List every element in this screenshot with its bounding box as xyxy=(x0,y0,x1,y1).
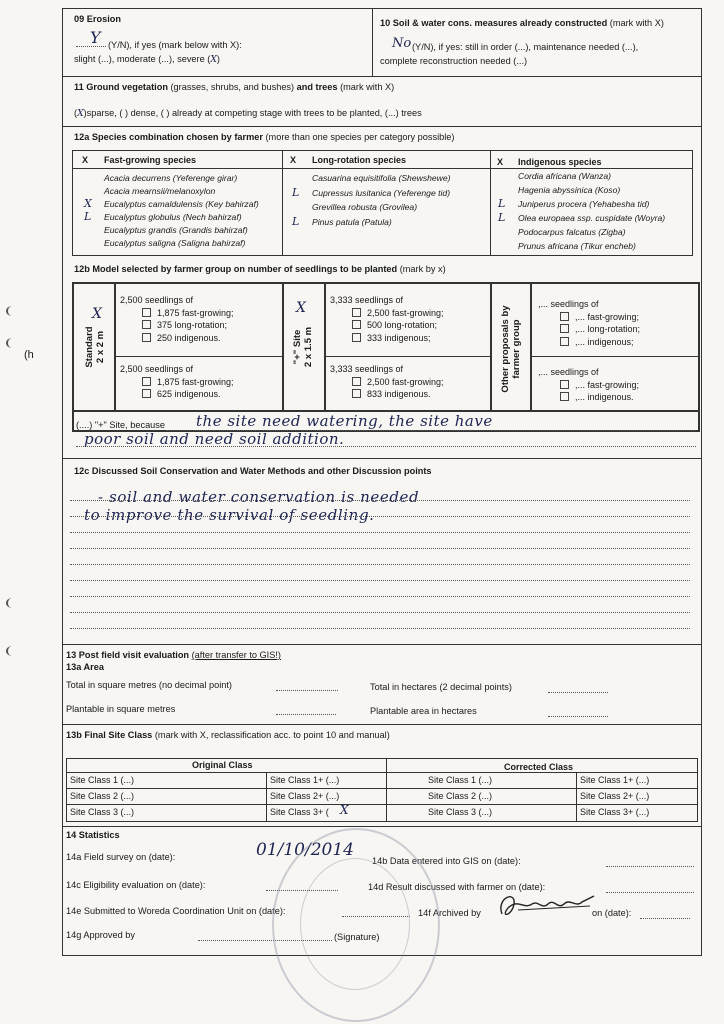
site-class-title: 13b Final Site Class (mark with X, reclassification acc. to point 10 and manual) xyxy=(66,730,390,740)
indig-species-name: Podocarpus falcatus (Zigba) xyxy=(518,227,626,237)
binding-hole xyxy=(6,306,18,316)
swc-answer: No xyxy=(392,36,412,51)
discussion-line xyxy=(70,500,690,501)
stat-14f: 14f Archived by xyxy=(418,908,481,918)
discussion-title: 12c Discussed Soil Conservation and Water Methods and other Discussion points xyxy=(74,466,432,476)
discussion-line xyxy=(70,564,690,565)
erosion-line2: slight (...), moderate (...), severe (X) xyxy=(74,54,220,65)
stat-14c: 14c Eligibility evaluation on (date): xyxy=(66,880,206,890)
stat-14g: 14g Approved by xyxy=(66,930,135,940)
discussion-line xyxy=(70,628,690,629)
corrected-class-cell: Site Class 2 (...) xyxy=(428,791,493,801)
stat-14b: 14b Data entered into GIS on (date): xyxy=(372,856,521,866)
indig-species-name: Cordia africana (Wanza) xyxy=(518,171,611,181)
fast-header: Fast-growing species xyxy=(104,155,197,165)
plantable-sqm-label: Plantable in square metres xyxy=(66,704,176,714)
std-top-block: 2,500 seedlings of 1,875 fast-growing; 375 long-rotation; 250 indigenous. xyxy=(120,295,234,343)
long-species-name: Cupressus lusitanica (Yeferenge tid) xyxy=(312,187,451,198)
fast-species-mark: L xyxy=(84,210,92,223)
discussion-handwriting-2: to improve the survival of seedling. xyxy=(84,506,375,524)
stat-14d: 14d Result discussed with farmer on (date): xyxy=(368,882,546,892)
corrected-class-plus-cell: Site Class 3+ (...) xyxy=(580,807,650,817)
erosion-answer: Y xyxy=(90,28,101,47)
corrected-class-header: Corrected Class xyxy=(504,762,574,772)
fast-species-name: Eucalyptus camaldulensis (Key bahirzaf) xyxy=(104,199,259,209)
indig-species-name: Prunus africana (Tikur encheb) xyxy=(518,241,636,251)
sparse-mark: X xyxy=(77,108,84,119)
discussion-line xyxy=(70,548,690,549)
original-class-plus-cell: Site Class 3+ ( xyxy=(270,807,329,817)
discussion-line xyxy=(70,580,690,581)
swc-line2: complete reconstruction needed (...) xyxy=(380,56,528,66)
total-sqm-label: Total in square metres (no decimal point) xyxy=(66,680,232,690)
species-x-header: X xyxy=(82,155,89,165)
fast-species-name: Acacia decurrens (Yeferenge girar) xyxy=(104,173,238,183)
indig-species-name: Juniperus procera (Yehabesha tid) xyxy=(518,199,650,209)
swc-line1: (Y/N), if yes: still in order (...), maintenance needed (...), xyxy=(412,42,639,52)
other-label: Other proposals by farmer group xyxy=(500,305,522,393)
stat-14e: 14e Submitted to Woreda Coordination Unit on (date): xyxy=(66,906,286,916)
binding-hole xyxy=(6,646,18,656)
official-stamp-inner xyxy=(300,858,410,990)
original-class-cell: Site Class 2 (...) xyxy=(70,791,135,801)
vegetation-options: (X)sparse, ( ) dense, ( ) already at competing stage with trees to be planted, (...) trees xyxy=(74,108,422,119)
indig-species-name: Olea europaea ssp. cuspidate (Woyra) xyxy=(518,213,666,223)
long-header: Long-rotation species xyxy=(312,155,407,165)
indig-x-header: X xyxy=(497,157,504,167)
corrected-class-cell: Site Class 3 (...) xyxy=(428,807,493,817)
site-top-block: 3,333 seedlings of 2,500 fast-growing; 500 long-rotation; 333 indigenous; xyxy=(330,295,444,343)
model-title: 12b Model selected by farmer group on number of seedlings to be planted (mark by x) xyxy=(74,264,446,274)
other-top-block: ,... seedlings of ,... fast-growing; ,... long-rotation; ,... indigenous; xyxy=(538,299,641,347)
standard-label: Standard 2 x 2 m xyxy=(84,326,106,368)
discussion-line xyxy=(70,596,690,597)
fast-species-name: Eucalyptus grandis (Grandis bahirzaf) xyxy=(104,225,248,235)
fast-species-name: Eucalyptus globulus (Nech bahirzaf) xyxy=(104,212,242,222)
signature-label: (Signature) xyxy=(334,932,380,942)
area-title: 13a Area xyxy=(66,662,104,672)
plantable-ha-label: Plantable area in hectares xyxy=(370,706,477,716)
original-class-header: Original Class xyxy=(192,760,253,770)
because-label: (....) "+" Site, because xyxy=(76,420,165,430)
site-mark: X xyxy=(296,300,306,316)
original-class-mark: X xyxy=(340,803,349,817)
original-class-cell: Site Class 3 (...) xyxy=(70,807,135,817)
long-species-mark: L xyxy=(292,185,300,199)
stat-14f-date: on (date): xyxy=(592,908,632,918)
stat-14a: 14a Field survey on (date): xyxy=(66,852,176,862)
long-species-name: Casuarina equisitifolia (Shewshewe) xyxy=(312,173,451,183)
discussion-line xyxy=(70,532,690,533)
because-handwriting-2: poor soil and need soil addition. xyxy=(84,430,345,448)
corrected-class-plus-cell: Site Class 1+ (...) xyxy=(580,775,650,785)
other-bottom-block: ,... seedlings of ,... fast-growing; ,... indigenous. xyxy=(538,367,640,402)
corrected-class-cell: Site Class 1 (...) xyxy=(428,775,493,785)
field-survey-date: 01/10/2014 xyxy=(256,840,354,860)
species-title: 12a Species combination chosen by farmer (more than one species per category possible) xyxy=(74,132,455,142)
total-ha-label: Total in hectares (2 decimal points) xyxy=(370,682,512,692)
long-species-name: Pinus patula (Patula) xyxy=(312,216,392,227)
statistics-title: 14 Statistics xyxy=(66,830,120,840)
site-bottom-block: 3,333 seedlings of 2,500 fast-growing; 833 indigenous. xyxy=(330,364,444,399)
standard-mark: X xyxy=(92,306,102,322)
discussion-line xyxy=(70,612,690,613)
erosion-line1: (Y/N), if yes (mark below with X): xyxy=(108,40,242,50)
margin-note: (h xyxy=(24,349,34,361)
original-class-cell: Site Class 1 (...) xyxy=(70,775,135,785)
long-x-header: X xyxy=(290,155,297,165)
erosion-title: 09 Erosion xyxy=(74,14,121,24)
indig-species-name: Hagenia abyssinica (Koso) xyxy=(518,185,621,195)
original-class-plus-cell: Site Class 1+ (...) xyxy=(270,775,340,785)
indig-header: Indigenous species xyxy=(518,157,602,167)
discussion-line xyxy=(70,516,690,517)
original-class-plus-cell: Site Class 2+ (...) xyxy=(270,791,340,801)
binding-hole xyxy=(6,598,18,608)
indig-species-mark: L xyxy=(498,211,506,224)
swc-title: 10 Soil & water cons. measures already constructed (mark with X) xyxy=(380,18,664,28)
site-label: "+" Site 2 x 1.5 m xyxy=(292,326,314,368)
long-species-name: Grevillea robusta (Grovilea) xyxy=(312,202,418,212)
long-species-mark: L xyxy=(292,214,300,228)
fast-species-mark: X xyxy=(84,197,92,210)
archived-signature xyxy=(494,888,604,922)
fast-species-name: Eucalyptus saligna (Saligna bahirzaf) xyxy=(104,238,246,248)
erosion-levels: slight (...), moderate (...), severe ( xyxy=(74,54,211,64)
binding-hole xyxy=(6,338,18,348)
corrected-class-plus-cell: Site Class 2+ (...) xyxy=(580,791,650,801)
fast-species-name: Acacia mearnsii/melanoxylon xyxy=(104,186,216,196)
post-eval-title: 13 Post field visit evaluation (after transfer to GIS!) xyxy=(66,650,281,660)
because-handwriting-1: the site need watering, the site have xyxy=(196,412,493,430)
severe-mark: X xyxy=(210,54,217,65)
discussion-handwriting-1: - soil and water conservation is needed xyxy=(98,488,420,506)
std-bottom-block: 2,500 seedlings of 1,875 fast-growing; 625 indigenous. xyxy=(120,364,234,399)
indig-species-mark: L xyxy=(498,197,506,210)
vegetation-title: 11 Ground vegetation (grasses, shrubs, and bushes) and trees (mark with X) xyxy=(74,82,395,92)
